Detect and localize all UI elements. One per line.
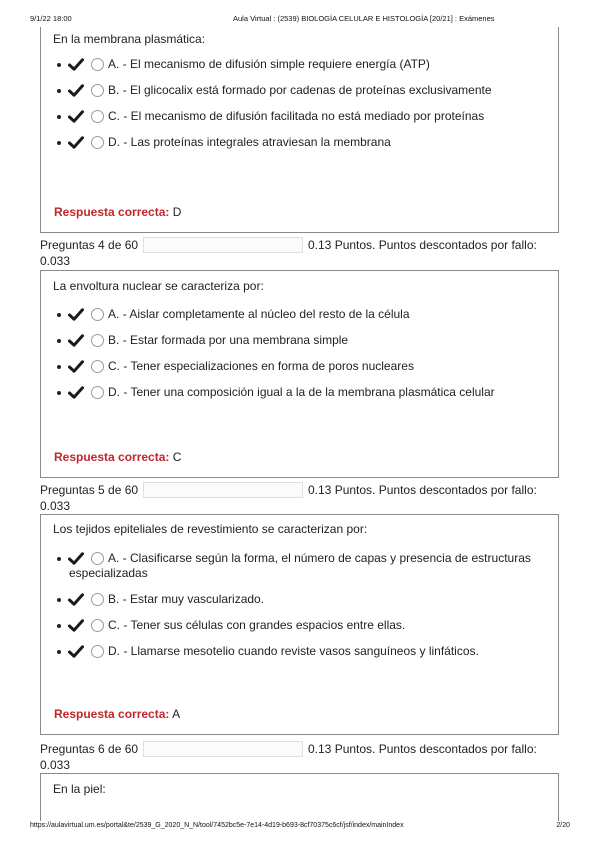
penalty-value: 0.033	[40, 758, 71, 772]
option-radio[interactable]	[91, 619, 104, 632]
question-count: Preguntas 5 de 60	[40, 483, 139, 497]
bullet	[57, 89, 61, 93]
option-radio[interactable]	[91, 84, 104, 97]
correct-answer-label: Respuesta correcta:	[54, 450, 170, 464]
option-b	[41, 592, 558, 607]
option-d	[41, 385, 558, 400]
question-box	[40, 27, 559, 233]
bullet	[57, 115, 61, 119]
bullet	[57, 598, 61, 602]
question-box	[40, 514, 559, 735]
checkmark-icon	[68, 386, 84, 399]
option-radio[interactable]	[91, 645, 104, 658]
option-label: A. - Aislar completamente al núcleo del resto de la célula	[108, 307, 410, 321]
option-c	[41, 109, 558, 124]
checkmark-icon	[68, 136, 84, 149]
bullet	[57, 624, 61, 628]
print-footer	[30, 822, 570, 834]
blank-field	[143, 237, 303, 253]
penalty-value: 0.033	[40, 254, 71, 268]
checkmark-icon	[68, 58, 84, 71]
question-text: En la piel:	[53, 782, 106, 796]
option-radio[interactable]	[91, 386, 104, 399]
question-points: 0.13 Puntos. Puntos descontados por fallo:	[308, 483, 537, 497]
question-meta	[40, 741, 560, 773]
option-d	[41, 644, 558, 659]
option-label: B. - El glicocalix está formado por cadenas de proteínas exclusivamente	[108, 83, 492, 97]
question-box	[40, 270, 559, 478]
option-radio[interactable]	[91, 552, 104, 565]
option-c	[41, 359, 558, 374]
question-meta	[40, 482, 560, 514]
option-list	[41, 307, 558, 400]
option-a	[41, 551, 558, 581]
option-radio[interactable]	[91, 136, 104, 149]
checkmark-icon	[68, 334, 84, 347]
question-text: Los tejidos epiteliales de revestimiento se caracterizan por:	[53, 522, 368, 536]
bullet	[57, 650, 61, 654]
checkmark-icon	[68, 593, 84, 606]
option-radio[interactable]	[91, 308, 104, 321]
blank-field	[143, 741, 303, 757]
checkmark-icon	[68, 645, 84, 658]
option-radio[interactable]	[91, 593, 104, 606]
option-label: C. - El mecanismo de difusión facilitada no está mediado por proteínas	[108, 109, 485, 123]
blank-field	[143, 482, 303, 498]
option-radio[interactable]	[91, 110, 104, 123]
penalty-value: 0.033	[40, 499, 71, 513]
option-d	[41, 135, 558, 150]
print-title: Aula Virtual : (2539) BIOLOGÍA CELULAR E HISTOLOGÍA [20/21] : Exámenes	[233, 14, 495, 23]
correct-answer	[54, 205, 181, 219]
question-count: Preguntas 4 de 60	[40, 238, 139, 252]
checkmark-icon	[68, 360, 84, 373]
bullet	[57, 365, 61, 369]
print-date: 9/1/22 18:00	[30, 14, 72, 23]
print-header	[30, 14, 570, 26]
option-radio[interactable]	[91, 58, 104, 71]
correct-answer	[54, 450, 181, 464]
bullet	[57, 391, 61, 395]
option-b	[41, 83, 558, 98]
correct-answer-value: D	[172, 205, 182, 219]
option-label: D. - Llamarse mesotelio cuando reviste vasos sanguíneos y linfáticos.	[108, 644, 479, 658]
correct-answer-label: Respuesta correcta:	[54, 205, 170, 219]
bullet	[57, 557, 61, 561]
option-label: B. - Estar muy vascularizado.	[108, 592, 265, 606]
correct-answer-label: Respuesta correcta:	[54, 707, 170, 721]
bullet	[57, 63, 61, 67]
option-label: B. - Estar formada por una membrana simple	[108, 333, 349, 347]
option-label: A. - El mecanismo de difusión simple requiere energía (ATP)	[108, 57, 430, 71]
option-a	[41, 307, 558, 322]
correct-answer	[54, 707, 180, 721]
bullet	[57, 141, 61, 145]
bullet	[57, 313, 61, 317]
option-label: A. - Clasificarse según la forma, el número de capas y presencia de estructuras especializadas	[69, 551, 531, 580]
checkmark-icon	[68, 619, 84, 632]
correct-answer-value: A	[172, 707, 181, 721]
question-points: 0.13 Puntos. Puntos descontados por fallo:	[308, 238, 537, 252]
bullet	[57, 339, 61, 343]
option-c	[41, 618, 558, 633]
question-points: 0.13 Puntos. Puntos descontados por fallo:	[308, 742, 537, 756]
option-label: D. - Tener una composición igual a la de la membrana plasmática celular	[108, 385, 495, 399]
question-box	[40, 773, 559, 821]
option-label: D. - Las proteínas integrales atraviesan la membrana	[108, 135, 391, 149]
option-b	[41, 333, 558, 348]
checkmark-icon	[68, 84, 84, 97]
option-radio[interactable]	[91, 334, 104, 347]
checkmark-icon	[68, 552, 84, 565]
option-a	[41, 57, 558, 72]
correct-answer-value: C	[172, 450, 182, 464]
checkmark-icon	[68, 110, 84, 123]
checkmark-icon	[68, 308, 84, 321]
question-text: En la membrana plasmática:	[53, 32, 206, 46]
option-radio[interactable]	[91, 360, 104, 373]
question-meta	[40, 237, 560, 269]
option-list	[41, 551, 558, 659]
question-count: Preguntas 6 de 60	[40, 742, 139, 756]
print-url: https://aulavirtual.um.es/portal&te/2539_G_2020_N_N/tool/7452bc5e-7e14-4d19-b693-8cf70375c6cf/jsf/index/mainIndex	[30, 822, 404, 829]
page-number: 2/20	[556, 822, 570, 829]
option-label: C. - Tener sus células con grandes espacios entre ellas.	[108, 618, 406, 632]
option-label: C. - Tener especializaciones en forma de poros nucleares	[108, 359, 414, 373]
option-list	[41, 57, 558, 150]
question-text: La envoltura nuclear se caracteriza por:	[53, 279, 264, 293]
